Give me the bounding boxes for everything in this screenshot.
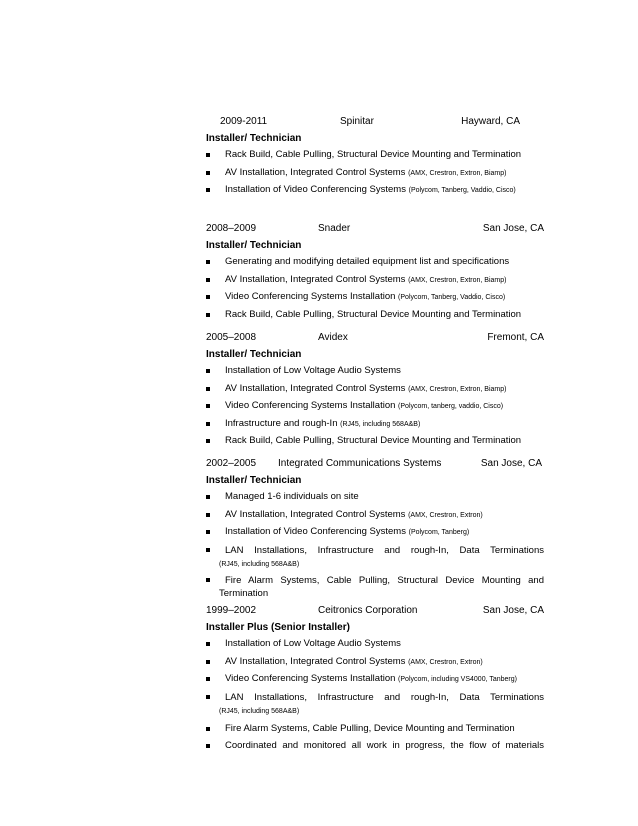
job-entry-ceitronics [206,602,544,756]
job-location: San Jose, CA [482,223,544,234]
job-title: Installer/ Technician [206,240,302,251]
duty-item: Infrastructure and rough-In (RJ45, including 568A&B) [206,416,544,434]
job-header [206,329,544,347]
bullet-icon [206,677,210,681]
duty-item: Managed 1-6 individuals on site [206,489,544,507]
bullet-icon [206,513,210,517]
job-location: San Jose, CA [480,458,542,469]
bullet-icon [206,188,210,192]
job-company: Ceitronics Corporation [318,605,418,616]
job-company: Avidex [318,332,348,343]
duty-list [206,363,544,451]
duty-item: Video Conferencing Systems Installation (Polycom, including VS4000, Tanberg) [206,671,544,689]
bullet-icon [206,278,210,282]
duty-item: Installation of Low Voltage Audio Systems [206,363,544,381]
job-header [206,113,544,131]
bullet-icon [206,369,210,373]
job-entry-avidex [206,329,544,451]
job-location: Hayward, CA [461,116,520,127]
bullet-icon [206,695,210,699]
duty-item: Installation of Low Voltage Audio Systems [206,636,544,654]
job-entry-ics [206,455,544,604]
duty-item: Installation of Video Conferencing Systems (Polycom, Tanberg) [206,524,544,542]
bullet-icon [206,495,210,499]
job-location: Fremont, CA [487,332,544,343]
bullet-icon [206,642,210,646]
job-entry-spinitar [206,113,544,200]
duty-list [206,147,544,200]
duty-item: Rack Build, Cable Pulling, Structural Device Mounting and Termination [206,433,544,451]
job-header [206,455,544,473]
job-dates: 1999–2002 [206,605,257,616]
duty-list [206,254,544,324]
duty-item: LAN Installations, Infrastructure and rough-In, Data Terminations (RJ45, including 568A&B) [206,691,544,718]
job-dates: 2002–2005 [206,458,257,469]
duty-item: Coordinated and monitored all work in progress, the flow of materials [206,738,544,756]
duty-item: Rack Build, Cable Pulling, Structural Device Mounting and Termination [206,307,544,325]
duty-item: Rack Build, Cable Pulling, Structural Device Mounting and Termination [206,147,544,165]
job-dates: 2005–2008 [206,332,257,343]
duty-item: AV Installation, Integrated Control Systems (AMX, Crestron, Extron, Biamp) [206,165,544,183]
job-title: Installer/ Technician [206,133,302,144]
duty-item: Video Conferencing Systems Installation (Polycom, Tanberg, Vaddio, Cisco) [206,289,544,307]
bullet-icon [206,153,210,157]
duty-item: AV Installation, Integrated Control Systems (AMX, Crestron, Extron) [206,654,544,672]
bullet-icon [206,660,210,664]
bullet-icon [206,530,210,534]
job-header [206,220,544,238]
bullet-icon [206,387,210,391]
bullet-icon [206,548,210,552]
bullet-icon [206,313,210,317]
job-entry-snader [206,220,544,324]
bullet-icon [206,404,210,408]
job-title: Installer Plus (Senior Installer) [206,622,350,633]
duty-item: Fire Alarm Systems, Cable Pulling, Device Mounting and Termination [206,721,544,739]
job-dates: 2008–2009 [206,223,257,234]
duty-item: Installation of Video Conferencing Systems (Polycom, Tanberg, Vaddio, Cisco) [206,182,544,200]
duty-list [206,489,544,601]
job-title: Installer/ Technician [206,349,302,360]
bullet-icon [206,578,210,582]
bullet-icon [206,422,210,426]
duty-item: AV Installation, Integrated Control Systems (AMX, Crestron, Extron) [206,507,544,525]
duty-item: Fire Alarm Systems, Cable Pulling, Structural Device Mounting and Termination [206,574,544,601]
bullet-icon [206,171,210,175]
bullet-icon [206,439,210,443]
job-title: Installer/ Technician [206,475,302,486]
duty-item: Generating and modifying detailed equipment list and specifications [206,254,544,272]
job-company: Spinitar [340,116,374,127]
bullet-icon [206,260,210,264]
duty-item: AV Installation, Integrated Control Systems (AMX, Crestron, Extron, Biamp) [206,272,544,290]
duty-item: Video Conferencing Systems Installation (Polycom, tanberg, vaddio, Cisco) [206,398,544,416]
bullet-icon [206,727,210,731]
job-company: Snader [318,223,351,234]
duty-item: AV Installation, Integrated Control Systems (AMX, Crestron, Extron, Biamp) [206,381,544,399]
job-header [206,602,544,620]
bullet-icon [206,295,210,299]
duty-item: LAN Installations, Infrastructure and rough-In, Data Terminations (RJ45, including 568A&B) [206,544,544,571]
bullet-icon [206,744,210,748]
job-company: Integrated Communications Systems [278,458,442,469]
job-dates: 2009-2011 [220,116,268,127]
job-location: San Jose, CA [482,605,544,616]
duty-list [206,636,544,756]
